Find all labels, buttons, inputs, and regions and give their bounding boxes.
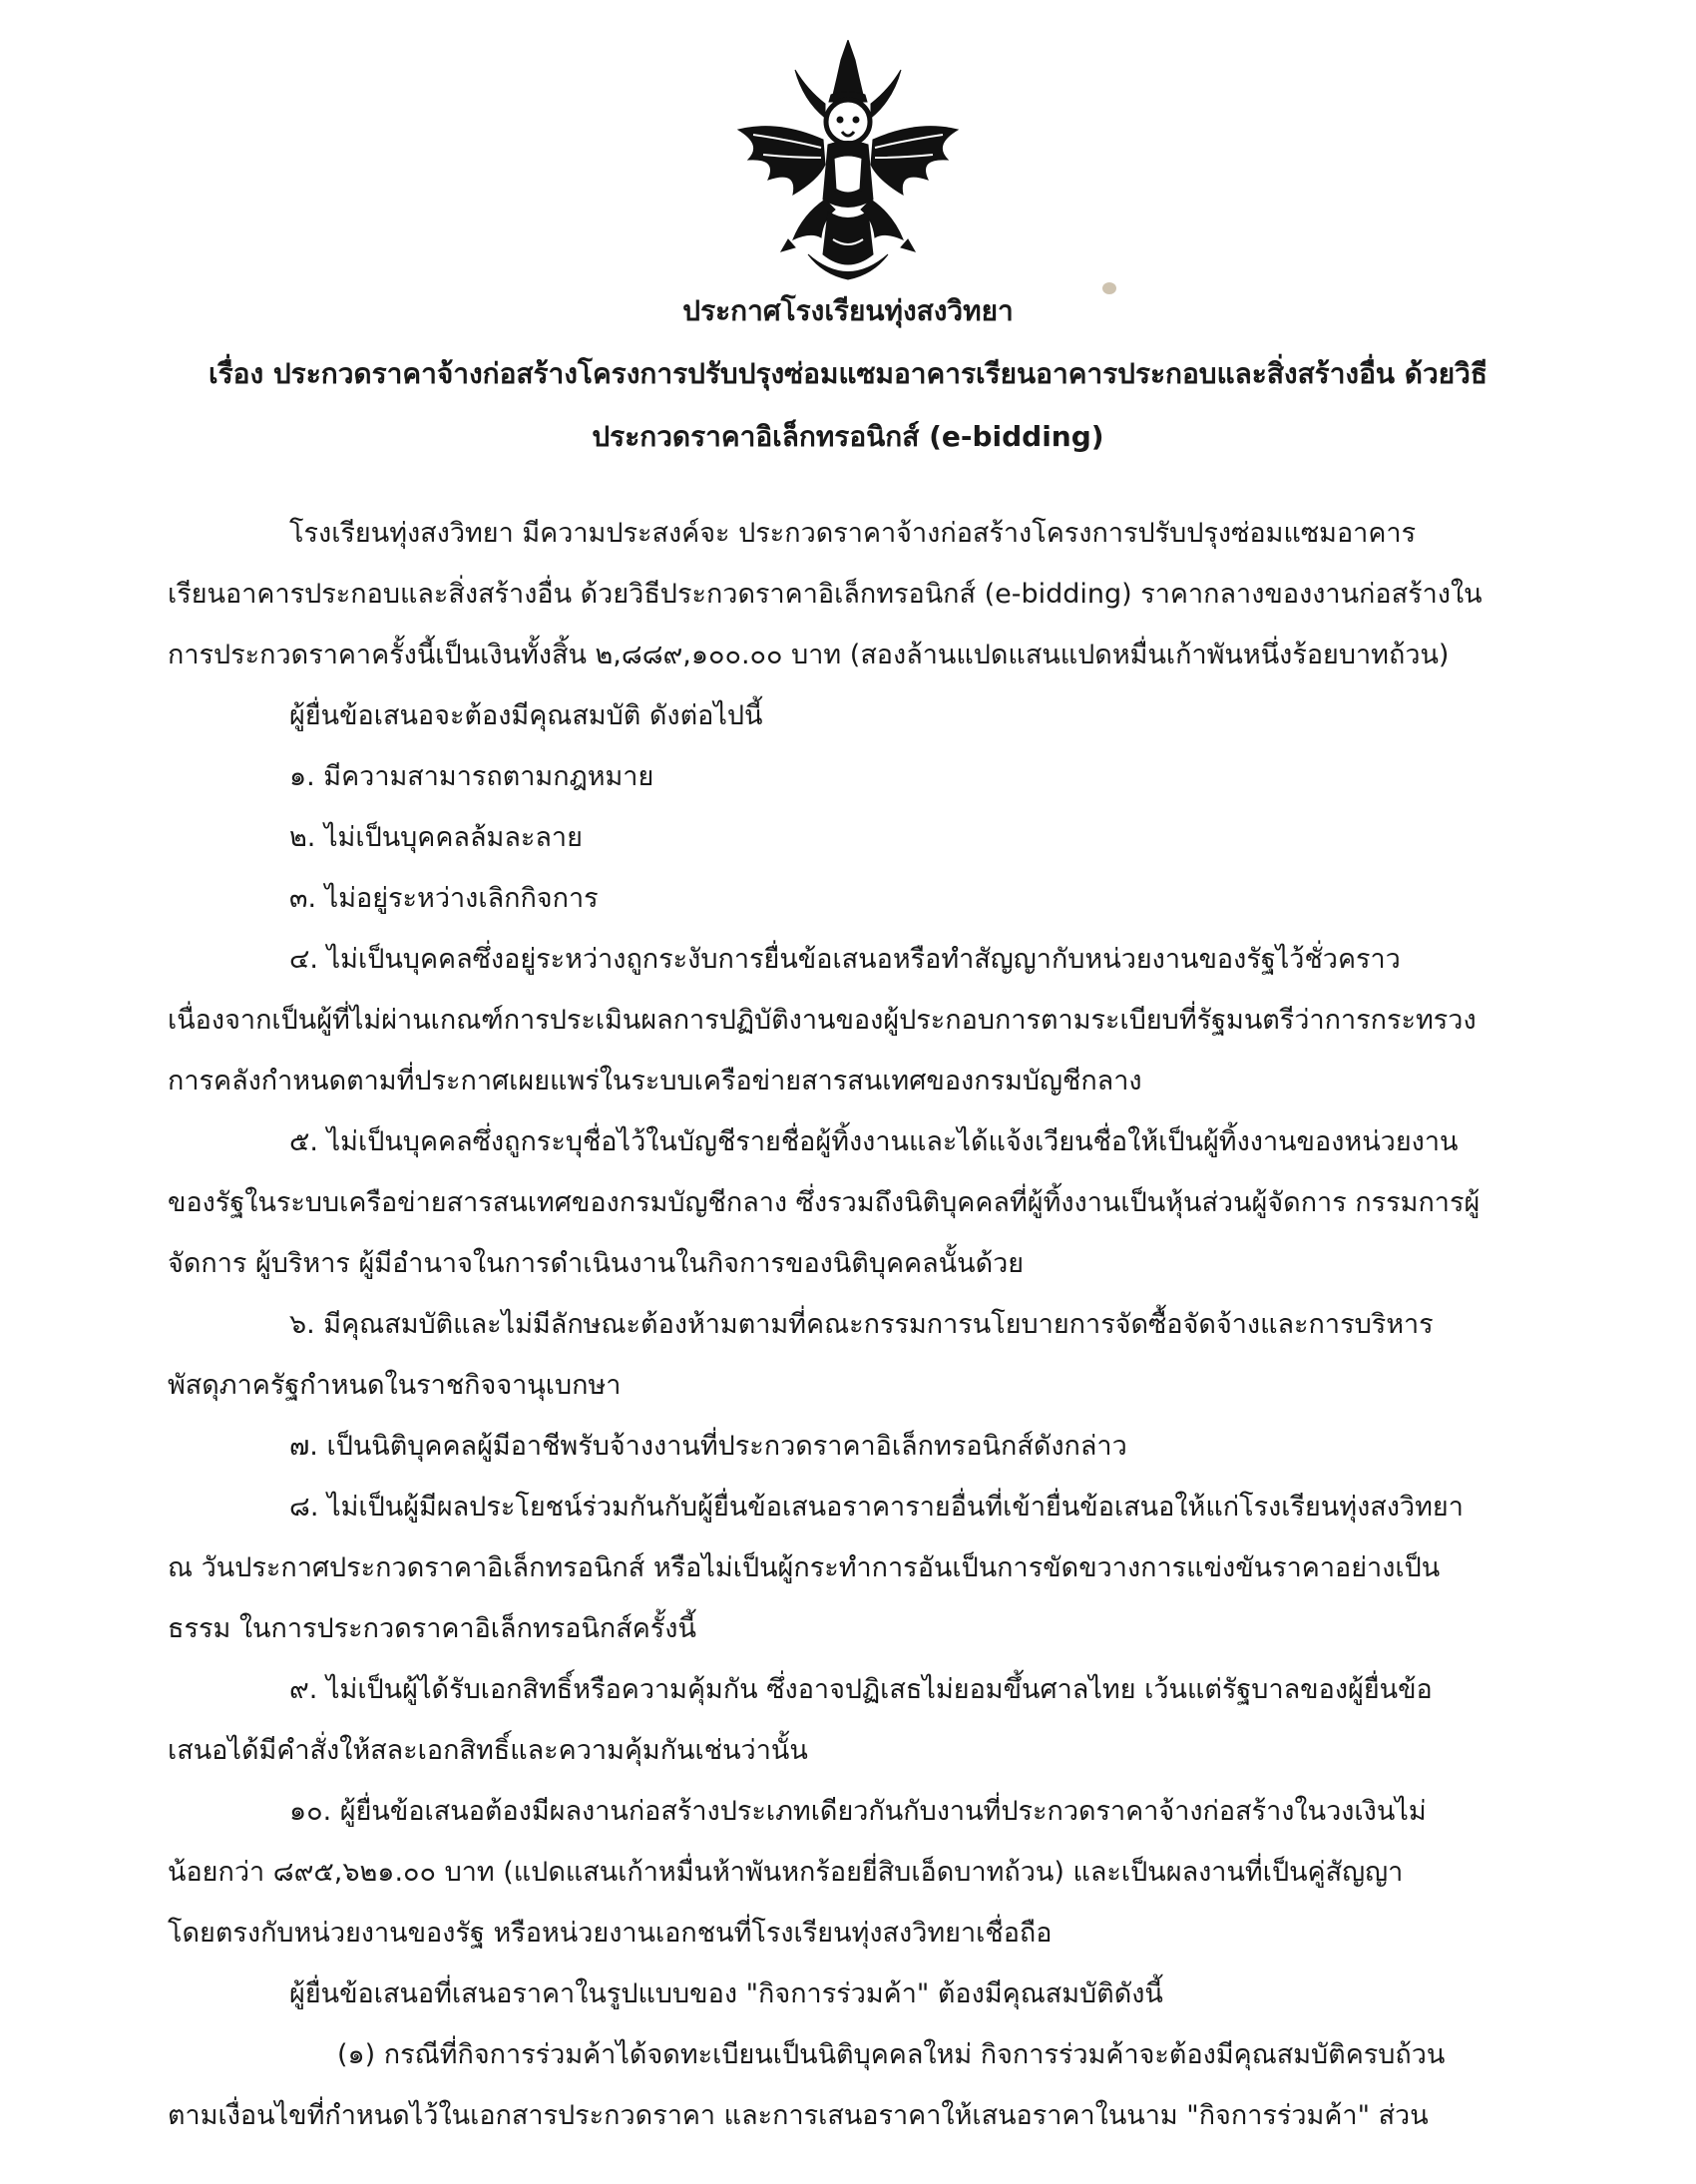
announcement-title: ประกาศโรงเรียนทุ่งสงวิทยา — [682, 294, 1014, 327]
body-line: ๙. ไม่เป็นผู้ได้รับเอกสิทธิ์หรือความคุ้มกัน ซึ่งอาจปฏิเสธไม่ยอมขึ้นศาลไทย เว้นแต่รัฐบาลของผู้ยื่นข้อ — [289, 1674, 1433, 1705]
subject-line-2: ประกวดราคาอิเล็กทรอนิกส์ (e-bidding) — [592, 420, 1104, 453]
body-line: น้อยกว่า ๘๙๕,๖๒๑.๐๐ บาท (แปดแสนเก้าหมื่นห้าพันหกร้อยยี่สิบเอ็ดบาทถ้วน) และเป็นผลงานที่เป็นคู่สัญญา — [168, 1857, 1404, 1888]
subject-line-1: เรื่อง ประกวดราคาจ้างก่อสร้างโครงการปรับปรุงซ่อมแซมอาคารเรียนอาคารประกอบและสิ่งสร้างอื่น ด้วยวิธี — [209, 357, 1487, 390]
body-line: การประกวดราคาครั้งนี้เป็นเงินทั้งสิ้น ๒,๘๘๙,๑๐๐.๐๐ บาท (สองล้านแปดแสนแปดหมื่นเก้าพันหนึ่งร้อยบาทถ้วน) — [168, 640, 1450, 670]
body-line: เรียนอาคารประกอบและสิ่งสร้างอื่น ด้วยวิธีประกวดราคาอิเล็กทรอนิกส์ (e-bidding) ราคากลางของงานก่อสร้างใน — [168, 579, 1483, 610]
body-line: ๘. ไม่เป็นผู้มีผลประโยชน์ร่วมกันกับผู้ยื่นข้อเสนอราคารายอื่นที่เข้ายื่นข้อเสนอให้แก่โรงเรียนทุ่งสงวิทยา — [289, 1492, 1464, 1523]
body-line: ผู้ยื่นข้อเสนอที่เสนอราคาในรูปแบบของ "กิจการร่วมค้า" ต้องมีคุณสมบัติดังนี้ — [289, 1978, 1163, 2009]
body-line: ๑๐. ผู้ยื่นข้อเสนอต้องมีผลงานก่อสร้างประเภทเดียวกันกับงานที่ประกวดราคาจ้างก่อสร้างในวงเงินไม่ — [289, 1796, 1427, 1827]
body-line: ธรรม ในการประกวดราคาอิเล็กทรอนิกส์ครั้งนี้ — [168, 1613, 696, 1644]
body-line: ณ วันประกาศประกวดราคาอิเล็กทรอนิกส์ หรือไม่เป็นผู้กระทำการอันเป็นการขัดขวางการแข่งขันราคาอย่างเป็น — [168, 1552, 1441, 1583]
body-line: (๑) กรณีที่กิจการร่วมค้าได้จดทะเบียนเป็นนิติบุคคลใหม่ กิจการร่วมค้าจะต้องมีคุณสมบัติครบถ้วน — [337, 2039, 1446, 2070]
body-line: พัสดุภาครัฐกำหนดในราชกิจจานุเบกษา — [168, 1370, 622, 1401]
body-line: ผู้ยื่นข้อเสนอจะต้องมีคุณสมบัติ ดังต่อไปนี้ — [289, 700, 763, 731]
body-line: จัดการ ผู้บริหาร ผู้มีอำนาจในการดำเนินงานในกิจการของนิติบุคคลนั้นด้วย — [168, 1248, 1025, 1279]
body-line: ๕. ไม่เป็นบุคคลซึ่งถูกระบุชื่อไว้ในบัญชีรายชื่อผู้ทิ้งงานและได้แจ้งเวียนชื่อให้เป็นผู้ทิ้งงานของหน่วยงาน — [289, 1126, 1459, 1157]
body-line: ๑. มีความสามารถตามกฎหมาย — [289, 761, 654, 792]
body-line: ๓. ไม่อยู่ระหว่างเลิกกิจการ — [289, 883, 599, 914]
body-line: ๒. ไม่เป็นบุคคลล้มละลาย — [289, 822, 583, 853]
body-line: การคลังกำหนดตามที่ประกาศเผยแพร่ในระบบเครือข่ายสารสนเทศของกรมบัญชีกลาง — [168, 1066, 1142, 1096]
body-line: ตามเงื่อนไขที่กำหนดไว้ในเอกสารประกวดราคา และการเสนอราคาให้เสนอราคาในนาม "กิจการร่วมค้า" ส่วน — [168, 2100, 1429, 2131]
body-line: โรงเรียนทุ่งสงวิทยา มีความประสงค์จะ ประกวดราคาจ้างก่อสร้างโครงการปรับปรุงซ่อมแซมอาคาร — [289, 518, 1417, 549]
body-line: เสนอได้มีคำสั่งให้สละเอกสิทธิ์และความคุ้มกันเช่นว่านั้น — [168, 1735, 808, 1766]
garuda-emblem-icon — [733, 40, 963, 289]
body-line: ๖. มีคุณสมบัติและไม่มีลักษณะต้องห้ามตามที่คณะกรรมการนโยบายการจัดซื้อจัดจ้างและการบริหาร — [289, 1309, 1434, 1340]
body-line: โดยตรงกับหน่วยงานของรัฐ หรือหน่วยงานเอกชนที่โรงเรียนทุ่งสงวิทยาเชื่อถือ — [168, 1918, 1053, 1949]
body-line: ๔. ไม่เป็นบุคคลซึ่งอยู่ระหว่างถูกระงับการยื่นข้อเสนอหรือทำสัญญากับหน่วยงานของรัฐไว้ชั่วคราว — [289, 944, 1401, 975]
body-line: ๗. เป็นนิติบุคคลผู้มีอาชีพรับจ้างงานที่ประกวดราคาอิเล็กทรอนิกส์ดังกล่าว — [289, 1431, 1127, 1462]
body-line: ของรัฐในระบบเครือข่ายสารสนเทศของกรมบัญชีกลาง ซึ่งรวมถึงนิติบุคคลที่ผู้ทิ้งงานเป็นหุ้นส่วนผู้จัดการ กรรมการผู้ — [168, 1187, 1481, 1218]
body-line: เนื่องจากเป็นผู้ที่ไม่ผ่านเกณฑ์การประเมินผลการปฏิบัติงานของผู้ประกอบการตามระเบียบที่รัฐมนตรีว่าการกระทรวง — [168, 1005, 1477, 1036]
